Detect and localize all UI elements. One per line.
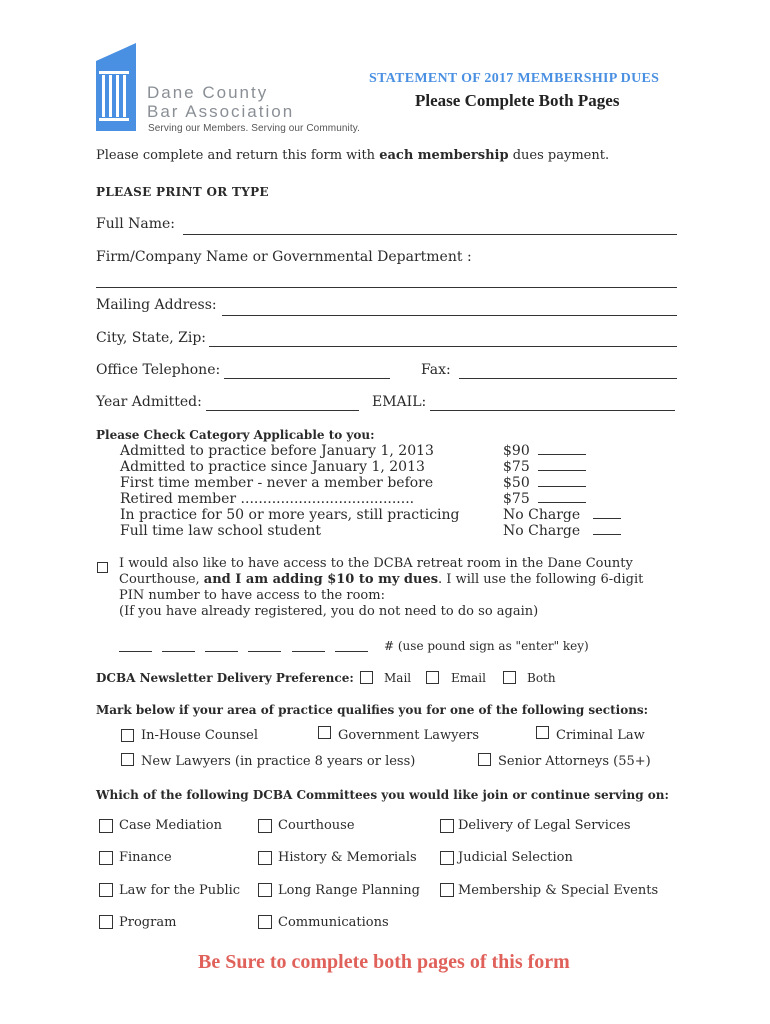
retreat-text: [119, 556, 643, 620]
committee-program-checkbox[interactable]: [99, 915, 113, 929]
committee-judicial-label: Judicial Selection: [458, 850, 573, 865]
category-blank[interactable]: [538, 492, 586, 503]
committee-judicial-checkbox[interactable]: [440, 851, 454, 865]
section-in-house-checkbox[interactable]: [121, 729, 134, 742]
committee-delivery-label: Delivery of Legal Services: [458, 818, 631, 833]
newsletter-mail-label: Mail: [384, 671, 412, 685]
email-label: EMAIL:: [372, 394, 427, 410]
category-price: [503, 507, 621, 523]
section-criminal-checkbox[interactable]: [536, 726, 549, 739]
retreat-checkbox[interactable]: [97, 562, 108, 573]
section-government-checkbox[interactable]: [318, 726, 331, 739]
category-blank[interactable]: [593, 508, 621, 519]
mailing-field[interactable]: [222, 315, 677, 316]
committee-courthouse-label: Courthouse: [278, 818, 355, 833]
price-value: No Charge: [503, 507, 581, 523]
retreat-line3: PIN number to have access to the room:: [119, 588, 385, 603]
office-phone-label: Office Telephone:: [96, 362, 221, 378]
committee-communications-label: Communications: [278, 915, 389, 930]
intro-before: Please complete and return this form with: [96, 148, 380, 163]
category-price: [503, 443, 586, 459]
section-new-lawyers-label: New Lawyers (in practice 8 years or less): [141, 754, 416, 769]
category-row: Admitted to practice since January 1, 2013: [120, 459, 425, 475]
committee-history-checkbox[interactable]: [258, 851, 272, 865]
fax-field[interactable]: [459, 378, 677, 379]
category-price: [503, 475, 586, 491]
full-name-label: Full Name:: [96, 216, 176, 232]
intro-bold: each membership: [379, 148, 509, 163]
committee-long-range-label: Long Range Planning: [278, 883, 420, 898]
retreat-line4: (If you have already registered, you do not need to do so again): [119, 604, 539, 619]
category-price: [503, 523, 621, 539]
form-subtitle: Please Complete Both Pages: [415, 91, 620, 110]
footer-reminder: Be Sure to complete both pages of this form: [198, 951, 570, 973]
pin-hint: # (use pound sign as "enter" key): [384, 639, 589, 653]
full-name-field[interactable]: [183, 234, 677, 235]
category-row: In practice for 50 or more years, still practicing: [120, 507, 460, 523]
logo-name-line2: Bar Association: [147, 102, 295, 121]
category-blank[interactable]: [538, 444, 586, 455]
category-row: Retired member .......................................: [120, 491, 415, 507]
committee-finance-label: Finance: [119, 850, 172, 865]
firm-field[interactable]: [96, 287, 677, 288]
year-admitted-field[interactable]: [206, 410, 359, 411]
category-price: [503, 491, 586, 507]
fax-label: Fax:: [421, 362, 451, 378]
city-field[interactable]: [209, 346, 677, 347]
category-row: Admitted to practice before January 1, 2013: [120, 443, 434, 459]
sections-heading: Mark below if your area of practice qualifies you for one of the following sections:: [96, 703, 649, 717]
committee-membership-checkbox[interactable]: [440, 883, 454, 897]
committees-heading: Which of the following DCBA Committees you would like join or continue serving on:: [96, 788, 669, 802]
section-in-house-label: In-House Counsel: [141, 728, 258, 743]
category-blank[interactable]: [538, 476, 586, 487]
section-criminal-label: Criminal Law: [556, 728, 645, 743]
category-row: Full time law school student: [120, 523, 322, 539]
courthouse-logo-icon: [96, 43, 138, 131]
committee-program-label: Program: [119, 915, 177, 930]
committee-law-public-checkbox[interactable]: [99, 883, 113, 897]
firm-label: Firm/Company Name or Governmental Department :: [96, 249, 472, 265]
section-government-label: Government Lawyers: [338, 728, 480, 743]
logo-name-line1: Dane County: [147, 83, 269, 102]
form-title: STATEMENT OF 2017 MEMBERSHIP DUES: [369, 71, 660, 86]
newsletter-email-checkbox[interactable]: [426, 671, 439, 684]
committee-courthouse-checkbox[interactable]: [258, 819, 272, 833]
newsletter-label: DCBA Newsletter Delivery Preference:: [96, 671, 354, 685]
price-value: $50: [503, 475, 530, 491]
retreat-line1: I would also like to have access to the DCBA retreat room in the Dane County: [119, 556, 633, 571]
pin-digit-4[interactable]: [248, 651, 281, 652]
section-senior-checkbox[interactable]: [478, 753, 491, 766]
pin-digit-1[interactable]: [119, 651, 152, 652]
newsletter-both-checkbox[interactable]: [503, 671, 516, 684]
retreat-line2-after: . I will use the following 6-digit: [438, 572, 644, 587]
committee-long-range-checkbox[interactable]: [258, 883, 272, 897]
print-notice: PLEASE PRINT OR TYPE: [96, 185, 269, 199]
newsletter-both-label: Both: [527, 671, 556, 685]
year-admitted-label: Year Admitted:: [96, 394, 202, 410]
committee-case-mediation-label: Case Mediation: [119, 818, 223, 833]
pin-digit-6[interactable]: [335, 651, 368, 652]
committee-history-label: History & Memorials: [278, 850, 417, 865]
committee-case-mediation-checkbox[interactable]: [99, 819, 113, 833]
email-field[interactable]: [430, 410, 675, 411]
category-row: First time member - never a member before: [120, 475, 434, 491]
newsletter-email-label: Email: [451, 671, 486, 685]
category-heading: Please Check Category Applicable to you:: [96, 428, 375, 442]
retreat-line2-bold: and I am adding $10 to my dues: [203, 572, 439, 587]
intro-text: [96, 148, 609, 163]
price-value: No Charge: [503, 523, 581, 539]
intro-after: dues payment.: [508, 148, 610, 163]
committee-law-public-label: Law for the Public: [119, 883, 241, 898]
category-blank[interactable]: [593, 524, 621, 535]
office-phone-field[interactable]: [224, 378, 390, 379]
mailing-label: Mailing Address:: [96, 297, 217, 313]
price-value: $90: [503, 443, 530, 459]
committee-membership-label: Membership & Special Events: [458, 883, 659, 898]
committee-finance-checkbox[interactable]: [99, 851, 113, 865]
pin-digit-5[interactable]: [292, 651, 325, 652]
logo-tagline: Serving our Members. Serving our Community.: [148, 123, 360, 134]
section-new-lawyers-checkbox[interactable]: [121, 753, 134, 766]
pin-digit-3[interactable]: [205, 651, 238, 652]
retreat-line2: [119, 572, 643, 588]
city-label: City, State, Zip:: [96, 330, 207, 346]
price-value: $75: [503, 491, 530, 507]
retreat-line2-before: Courthouse,: [119, 572, 204, 587]
newsletter-mail-checkbox[interactable]: [360, 671, 373, 684]
pin-digit-2[interactable]: [162, 651, 195, 652]
price-value: $75: [503, 459, 530, 475]
section-senior-label: Senior Attorneys (55+): [498, 754, 651, 769]
category-price: [503, 459, 586, 475]
committee-communications-checkbox[interactable]: [258, 915, 272, 929]
category-blank[interactable]: [538, 460, 586, 471]
committee-delivery-checkbox[interactable]: [440, 819, 454, 833]
